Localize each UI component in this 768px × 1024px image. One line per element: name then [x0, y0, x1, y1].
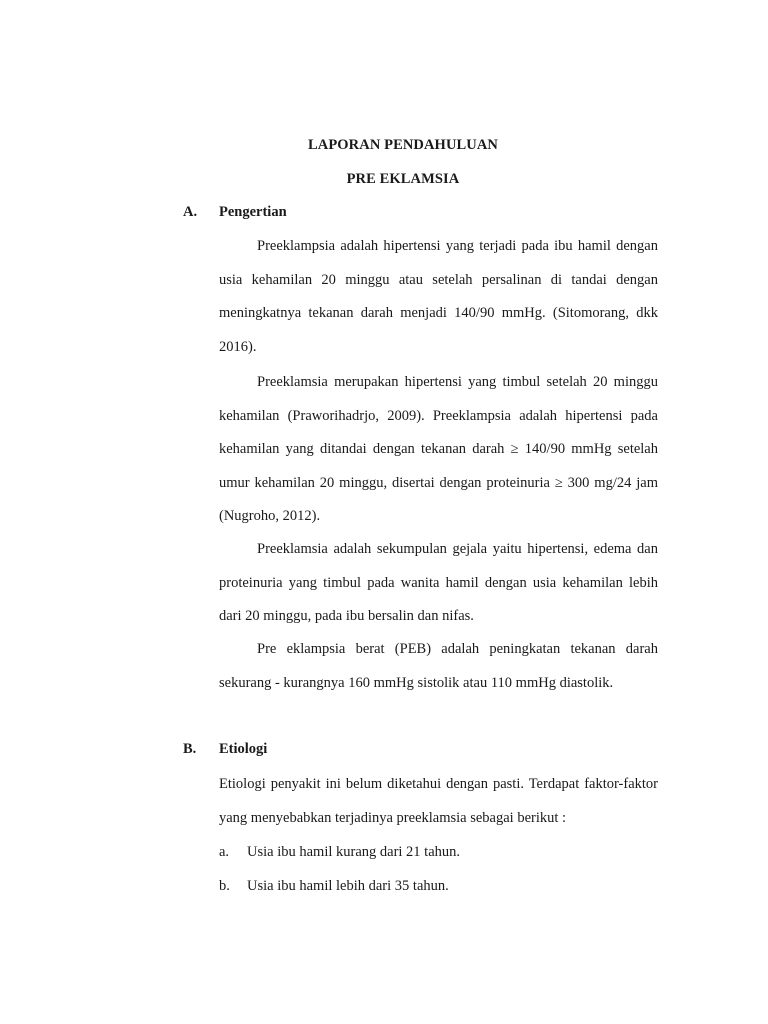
document-title: LAPORAN PENDAHULUAN: [308, 137, 498, 153]
section-a-heading: Pengertian: [219, 204, 287, 220]
document-subtitle: PRE EKLAMSIA: [346, 171, 460, 187]
list-item-text: Usia ibu hamil kurang dari 21 tahun.: [247, 844, 461, 860]
section-a-paragraph-2: Preeklamsia merupakan hipertensi yang timbul setelah 20 minggu kehamilan (Praworihadrjo, 2009). Preeklampsia adalah hipertensi pada kehamilan yang ditandai dengan tekanan darah ≥ 140/90 mmHg setelah umur kehamilan 20 minggu, disertai dengan proteinuria ≥ 300 mg/24 jam (Nugroho, 2012).: [219, 374, 658, 524]
section-b-paragraph-1: Etiologi penyakit ini belum diketahui dengan pasti. Terdapat faktor-faktor yang menyebabkan terjadinya preeklamsia sebagai berikut :: [219, 776, 658, 826]
section-a-paragraph-4: Pre eklampsia berat (PEB) adalah peningkatan tekanan darah sekurang - kurangnya 160 mmHg sistolik atau 110 mmHg diastolik.: [219, 641, 658, 691]
section-b-heading: Etiologi: [219, 741, 268, 757]
list-item: [219, 876, 449, 896]
section-a-paragraph-3: Preeklamsia adalah sekumpulan gejala yaitu hipertensi, edema dan proteinuria yang timbul pada wanita hamil dengan usia kehamilan lebih dari 20 minggu, pada ibu bersalin dan nifas.: [219, 541, 658, 624]
list-item: [219, 842, 460, 862]
list-item-marker: b.: [219, 878, 230, 894]
list-item-marker: a.: [219, 844, 230, 860]
section-a-marker: A.: [183, 204, 198, 220]
section-b-marker: B.: [183, 741, 197, 757]
list-item-text: Usia ibu hamil lebih dari 35 tahun.: [247, 878, 449, 894]
section-a-paragraph-1: Preeklampsia adalah hipertensi yang terjadi pada ibu hamil dengan usia kehamilan 20 minggu atau setelah persalinan di tandai dengan meningkatnya tekanan darah menjadi 140/90 mmHg. (Sitomorang, dkk 2016).: [219, 238, 658, 355]
